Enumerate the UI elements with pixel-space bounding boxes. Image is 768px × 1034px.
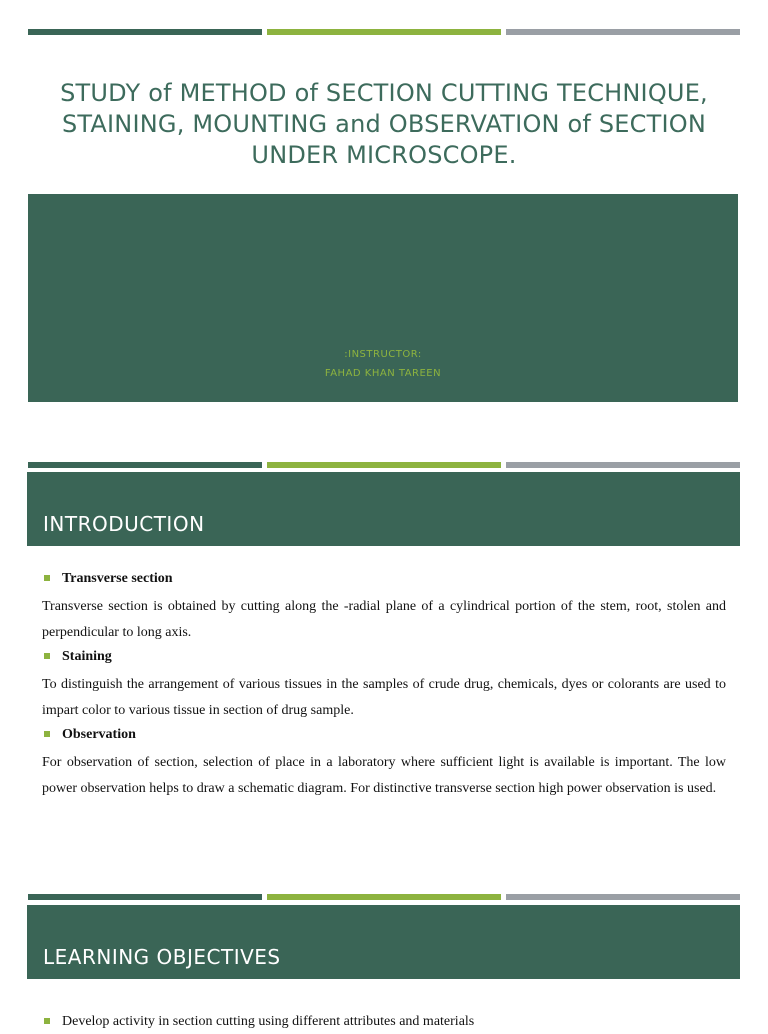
instructor-name: FAHAD KHAN TAREEN bbox=[324, 368, 442, 379]
accent-bar-dark-green bbox=[28, 29, 262, 35]
title-panel bbox=[28, 194, 738, 402]
top-accent-bars bbox=[28, 29, 740, 35]
section-accent-bars bbox=[28, 894, 740, 900]
learning-objective-text: Develop activity in section cutting using different attributes and materials bbox=[62, 1014, 475, 1029]
accent-bar-light-green bbox=[267, 462, 501, 468]
accent-bar-light-green bbox=[267, 29, 501, 35]
bullet-label: Observation bbox=[62, 727, 136, 742]
accent-bar-light-green bbox=[267, 894, 501, 900]
accent-bar-gray bbox=[506, 29, 740, 35]
list-item bbox=[42, 568, 726, 594]
accent-bar-gray bbox=[506, 462, 740, 468]
bullet-label: Transverse section bbox=[62, 571, 173, 586]
bullet-square-icon bbox=[44, 1018, 50, 1024]
accent-bar-dark-green bbox=[28, 894, 262, 900]
introduction-content bbox=[42, 568, 726, 802]
instructor-label: :INSTRUCTOR: bbox=[344, 349, 422, 360]
section-accent-bars bbox=[28, 462, 740, 468]
bullet-label: Staining bbox=[62, 649, 112, 664]
bullet-square-icon bbox=[44, 575, 50, 581]
introduction-heading: INTRODUCTION bbox=[43, 512, 205, 536]
bullet-paragraph: For observation of section, selection of place in a laboratory where sufficient light is available is important. The low power observation helps to draw a schematic diagram. For distinctive transverse section high power observation is used. bbox=[42, 755, 726, 796]
accent-bar-dark-green bbox=[28, 462, 262, 468]
slide-title: STUDY of METHOD of SECTION CUTTING TECHNIQUE, STAINING, MOUNTING and OBSERVATION of SECTION UNDER MICROSCOPE. bbox=[60, 79, 708, 169]
bullet-square-icon bbox=[44, 653, 50, 659]
bullet-square-icon bbox=[44, 731, 50, 737]
introduction-header bbox=[27, 472, 740, 546]
list-item bbox=[42, 724, 726, 750]
learning-objective-item bbox=[42, 1014, 726, 1034]
learning-objectives-header bbox=[27, 905, 740, 979]
list-item bbox=[42, 646, 726, 672]
bullet-paragraph: To distinguish the arrangement of various tissues in the samples of crude drug, chemicals, dyes or colorants are used to impart color to various tissue in section of drug sample. bbox=[42, 677, 726, 718]
learning-objectives-heading: LEARNING OBJECTIVES bbox=[43, 945, 281, 969]
accent-bar-gray bbox=[506, 894, 740, 900]
bullet-paragraph: Transverse section is obtained by cutting along the -radial plane of a cylindrical portion of the stem, root, stolen and perpendicular to long axis. bbox=[42, 599, 726, 640]
